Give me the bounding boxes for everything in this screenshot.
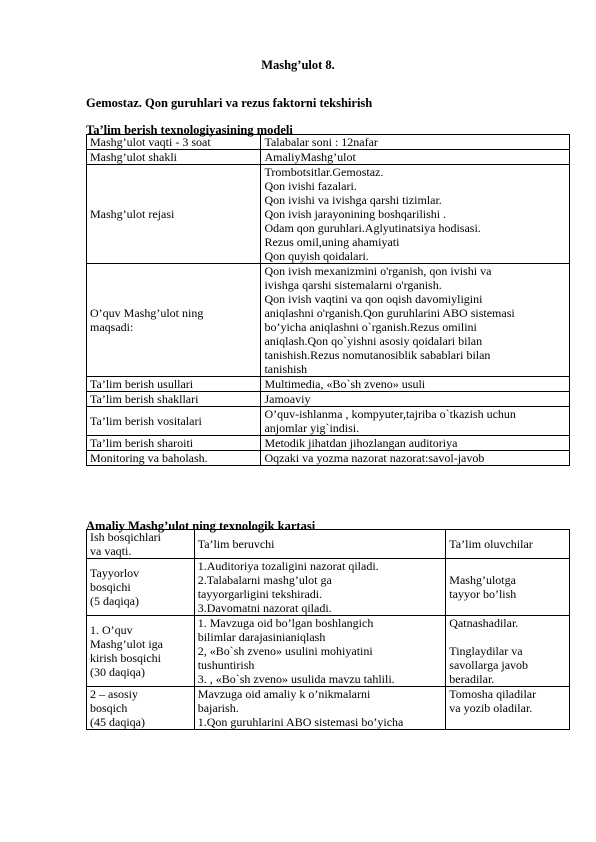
model-value: Multimedia, «Bo`sh zveno» usuli — [261, 377, 570, 392]
cell-line: 3.Davomatni nazorat qiladi. — [197, 601, 332, 615]
cell-line: 2.Talabalarni mashg’ulot ga — [197, 573, 332, 587]
model-label: Mashg’ulot shakli — [87, 150, 261, 165]
model-label: Ta’lim berish shakllari — [87, 392, 261, 407]
cell-line: tushuntirish — [197, 658, 255, 672]
cell-line: beradilar. — [449, 672, 495, 686]
plan-line: Qon quyish qoidalari. — [264, 249, 369, 263]
cell-line: (5 daqiqa) — [90, 594, 139, 608]
cell-line: 2 – asosiy — [90, 687, 138, 701]
table-row — [87, 264, 570, 377]
cell-line: tayyorgarligini tekshiradi. — [197, 587, 323, 601]
table-row — [87, 392, 570, 407]
model-value — [261, 264, 570, 377]
goal-line: bo’yicha aniqlashni o`rganish.Rezus omilini — [264, 320, 477, 334]
model-value: Oqzaki va yozma nazorat nazorat:savol-javob — [261, 451, 570, 466]
plan-line: Odam qon guruhlari.Aglyutinatsiya hodisasi. — [264, 221, 481, 235]
table-row — [87, 436, 570, 451]
goal-label-line: O’quv Mashg’ulot ning — [90, 306, 204, 320]
cell-line: bosqichi — [90, 580, 131, 594]
student-cell — [446, 616, 570, 687]
table-row — [87, 165, 570, 264]
table-row — [87, 377, 570, 392]
model-label: Ta’lim berish sharoiti — [87, 436, 261, 451]
header-line: Ish bosqichlari — [90, 530, 161, 544]
page-title: Mashg’ulot 8. — [261, 58, 335, 72]
cell-line: 3. , «Bo`sh zveno» usulida mavzu tahlili. — [197, 672, 395, 686]
cell-line: 1. O’quv — [90, 623, 133, 637]
plan-line: Rezus omil,uning ahamiyati — [264, 235, 400, 249]
table-row — [87, 407, 570, 436]
lesson-topic: Gemostaz. Qon guruhlari va rezus faktorni tekshirish — [86, 96, 373, 110]
cell-line: Mashg’ulot iga — [90, 637, 163, 651]
cell-line: (30 daqiqa) — [90, 665, 145, 679]
stage-cell — [87, 559, 195, 616]
table-row — [87, 150, 570, 165]
goal-label-line: maqsadi: — [90, 320, 134, 334]
cell-line: Tinglaydilar va — [449, 644, 523, 658]
teacher-cell — [194, 559, 446, 616]
teacher-cell — [194, 616, 446, 687]
cell-line — [449, 630, 566, 644]
cell-line: Qatnashadilar. — [449, 616, 519, 630]
plan-line: Qon ivishi va ivishga qarshi tizimlar. — [264, 193, 442, 207]
goal-line: Qon ivish vaqtini va qon oqish davomiyligini — [264, 292, 483, 306]
model-value: Metodik jihatdan jihozlangan auditoriya — [261, 436, 570, 451]
stage-header — [87, 530, 195, 559]
cell-line: Tayyorlov — [90, 566, 140, 580]
table-row — [87, 559, 570, 616]
student-cell — [446, 687, 570, 730]
tools-line: anjomlar yig`indisi. — [264, 421, 360, 435]
goal-line: ivishga qarshi sistemalarni o'rganish. — [264, 278, 442, 292]
model-label: Mashg’ulot vaqti - 3 soat — [87, 135, 261, 150]
cell-line: tayyor bo’lish — [449, 587, 517, 601]
cell-line: 1.Auditoriya tozaligini nazorat qiladi. — [197, 559, 379, 573]
goal-line: tanishish.Rezus nomutanosiblik sabablari bilan — [264, 348, 491, 362]
header-line: va vaqti. — [90, 544, 132, 558]
model-value — [261, 165, 570, 264]
cell-line: 2, «Bo`sh zveno» usulini mohiyatini — [197, 644, 373, 658]
model-label: Ta’lim berish vositalari — [87, 407, 261, 436]
model-value — [261, 407, 570, 436]
plan-line: Qon ivishi fazalari. — [264, 179, 357, 193]
cell-line: Mavzuga oid amaliy k o’nikmalarni — [197, 687, 371, 701]
table-row — [87, 135, 570, 150]
tools-line: O’quv-ishlanma , kompyuter,tajriba o`tkazish uchun — [264, 407, 516, 421]
cell-line: 1. Mavzuga oid bo’lgan boshlangich — [197, 616, 374, 630]
cell-line: va yozib oladilar. — [449, 701, 533, 715]
cell-line: bilimlar darajasinianiqlash — [197, 630, 326, 644]
table-row — [87, 687, 570, 730]
model-table — [86, 134, 570, 466]
map-heading: Amaliy Mashg’ulot ning texnologik kartasi — [86, 519, 316, 533]
model-label: Monitoring va baholash. — [87, 451, 261, 466]
goal-line: tanishish — [264, 362, 308, 376]
cell-line: kirish bosqichi — [90, 651, 161, 665]
table-row — [87, 451, 570, 466]
cell-line: bajarish. — [197, 701, 239, 715]
cell-line: 1.Qon guruhlarini ABO sistemasi bo’yicha — [197, 715, 404, 729]
goal-line: Qon ivish mexanizmini o'rganish, qon ivishi va — [264, 264, 492, 278]
tech-map-table — [86, 529, 570, 730]
table-header-row — [87, 530, 570, 559]
cell-line: Mashg’ulotga — [449, 573, 516, 587]
teacher-header: Ta’lim beruvchi — [194, 530, 446, 559]
stage-cell — [87, 687, 195, 730]
plan-line: Qon ivish jarayonining boshqarilishi . — [264, 207, 447, 221]
model-heading: Ta’lim berish texnologiyasining modeli — [86, 123, 293, 137]
teacher-cell — [194, 687, 446, 730]
plan-line: Trombotsitlar.Gemostaz. — [264, 165, 384, 179]
student-cell — [446, 559, 570, 616]
cell-line: (45 daqiqa) — [90, 715, 145, 729]
model-label: Ta’lim berish usullari — [87, 377, 261, 392]
student-header: Ta’lim oluvchilar — [446, 530, 570, 559]
table-row — [87, 616, 570, 687]
goal-line: aniqlashni o'rganish.Qon guruhlarini ABO sistemasi — [264, 306, 515, 320]
model-value: AmaliyMashg’ulot — [261, 150, 570, 165]
cell-line: Tomosha qiladilar — [449, 687, 537, 701]
goal-line: aniqlash.Qon qo`yishni asosiy qoidalari bilan — [264, 334, 483, 348]
model-value: Jamoaviy — [261, 392, 570, 407]
model-value: Talabalar soni : 12nafar — [261, 135, 570, 150]
cell-line: savollarga javob — [449, 658, 529, 672]
cell-line: bosqich — [90, 701, 128, 715]
model-label: Mashg’ulot rejasi — [87, 165, 261, 264]
model-label — [87, 264, 261, 377]
stage-cell — [87, 616, 195, 687]
